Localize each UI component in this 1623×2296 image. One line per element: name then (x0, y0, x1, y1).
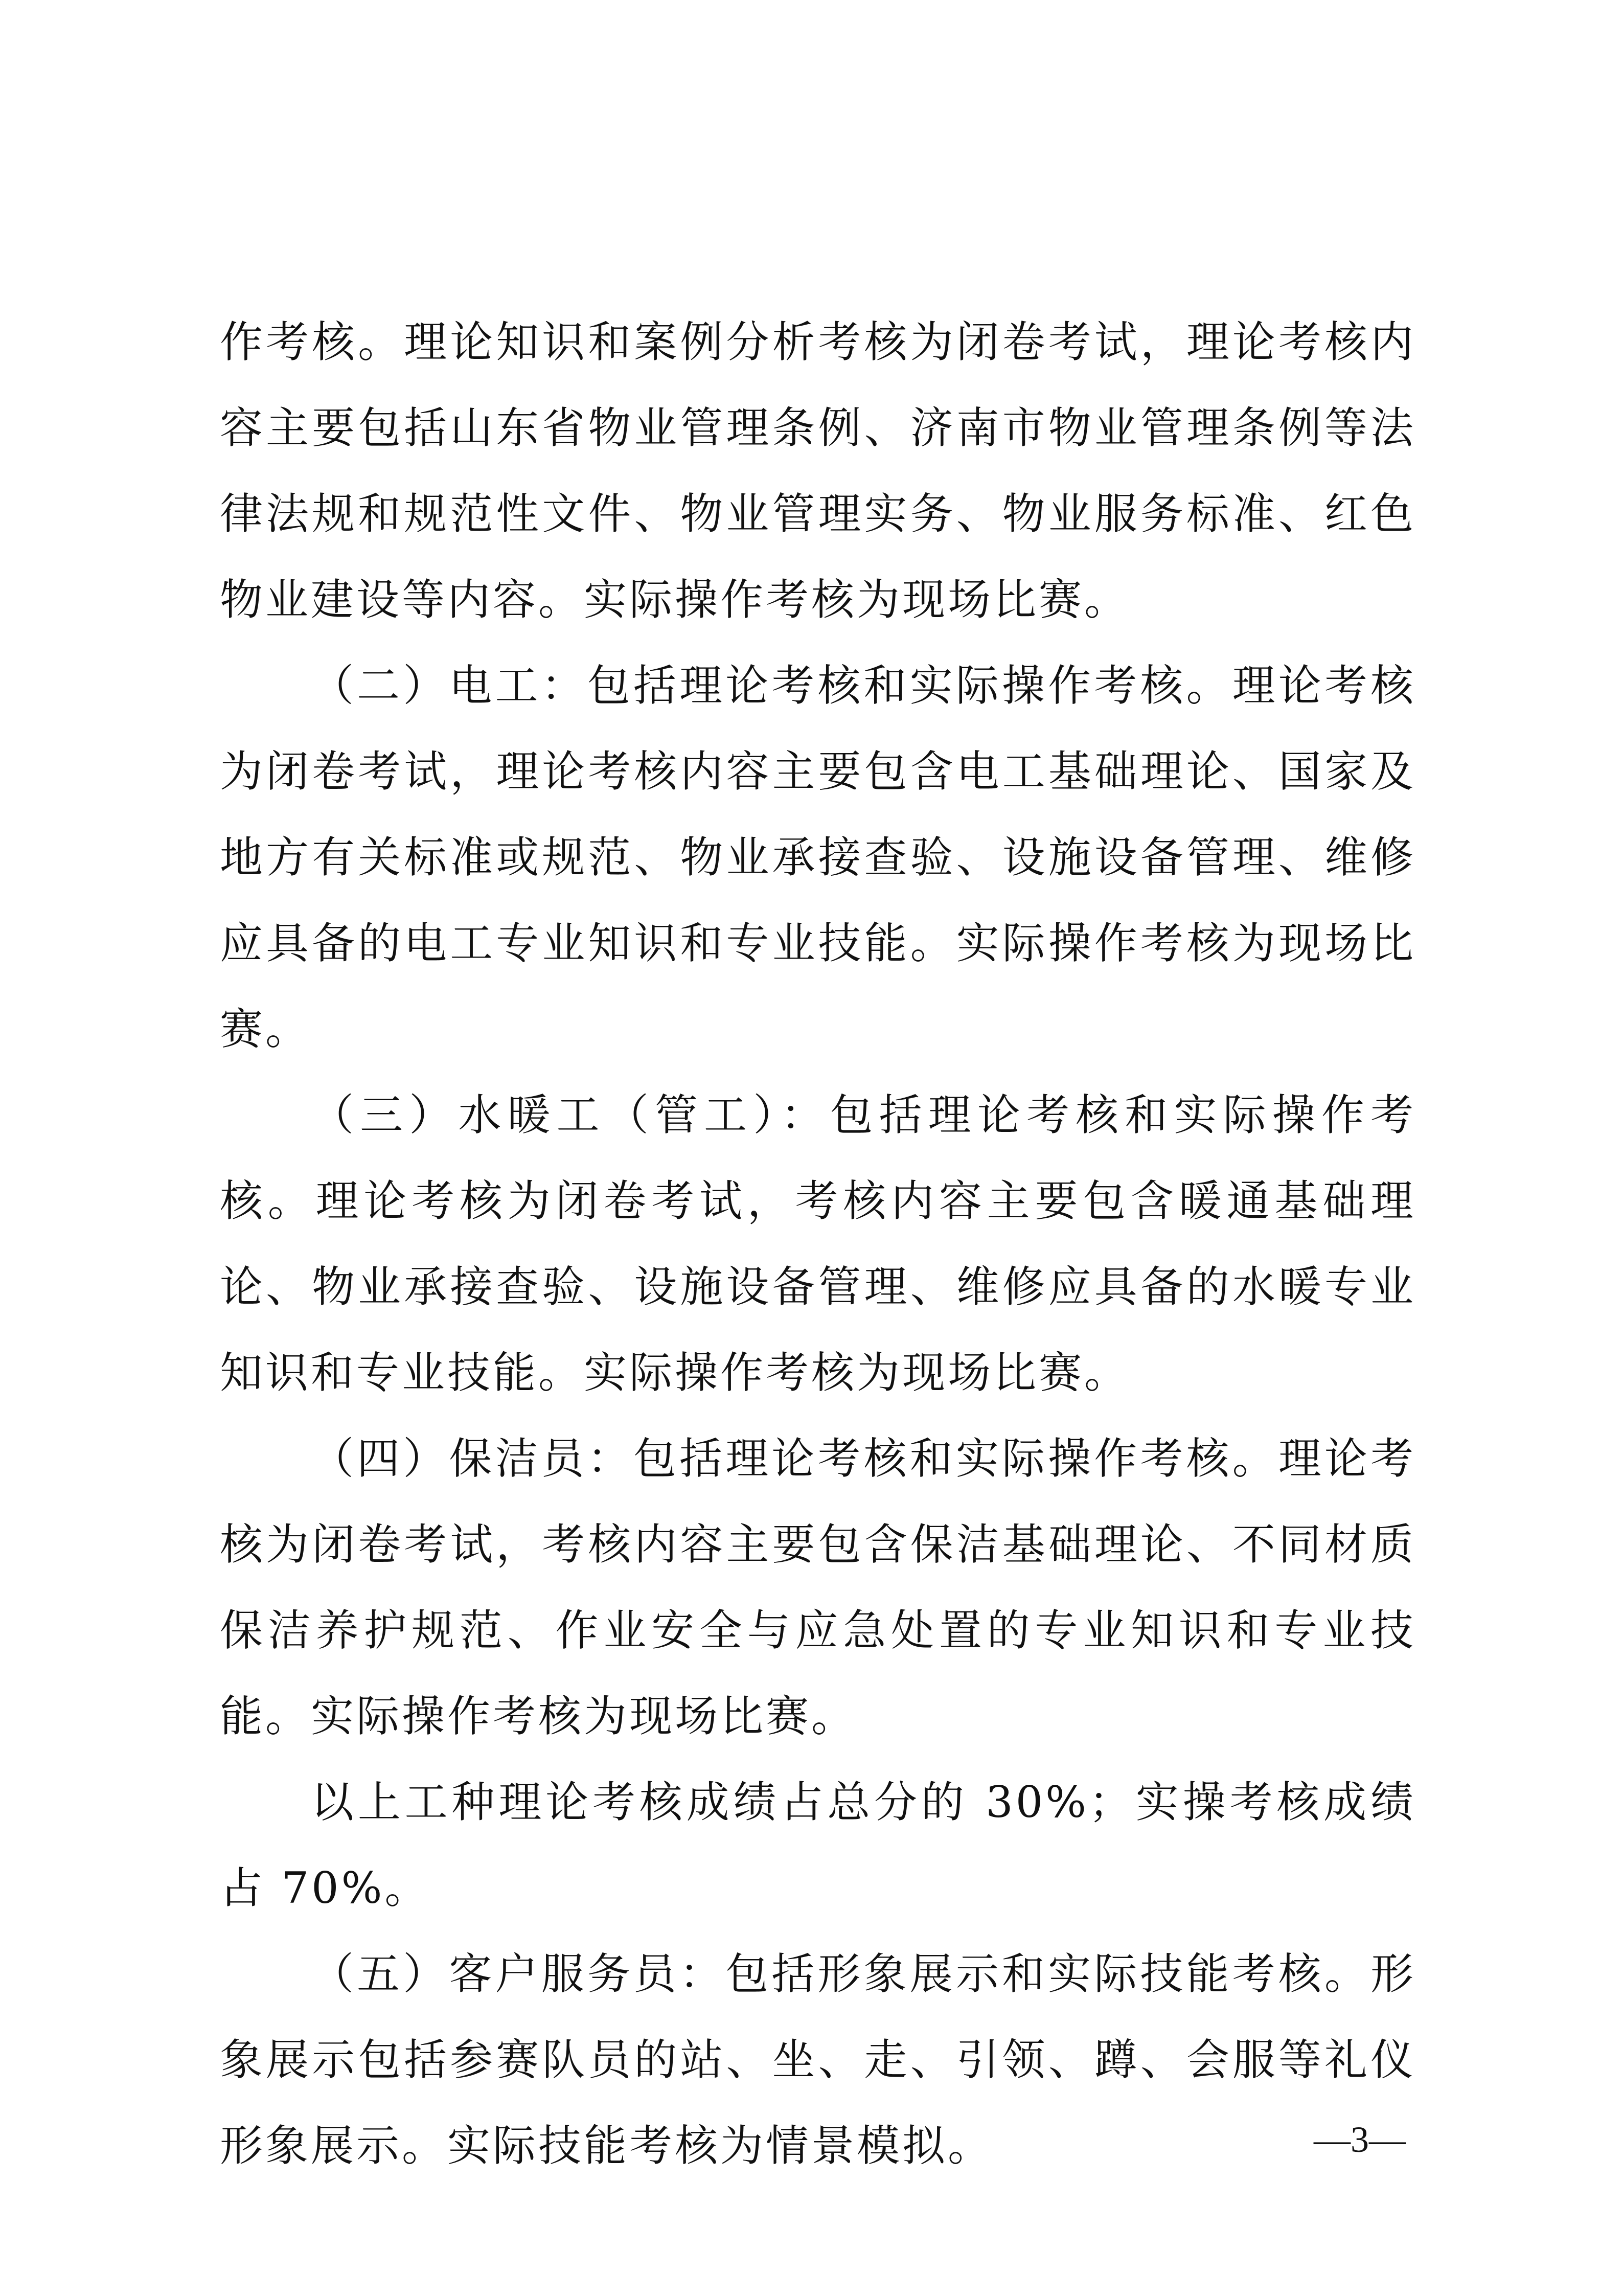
paragraph-customer-service: （五）客户服务员：包括形象展示和实际技能考核。形象展示包括参赛队员的站、坐、走、引领、蹲、会服等礼仪形象展示。实际技能考核为情景模拟。 (220, 1949, 1416, 2171)
paragraph-continuation: 作考核。理论知识和案例分析考核为闭卷考试，理论考核内容主要包括山东省物业管理条例、济南市物业管理条例等法律法规和规范性文件、物业管理实务、物业服务标准、红色物业建设等内容。实际操作考核为现场比赛。 (220, 317, 1416, 625)
paragraph-cleaner: （四）保洁员：包括理论考核和实际操作考核。理论考核为闭卷考试，考核内容主要包含保洁基础理论、不同材质保洁养护规范、作业安全与应急处置的专业知识和专业技能。实际操作考核为现场比赛。 (220, 1434, 1416, 1741)
paragraph-plumber: （三）水暖工（管工）：包括理论考核和实际操作考核。理论考核为闭卷考试，考核内容主要包含暖通基础理论、物业承接查验、设施设备管理、维修应具备的水暖专业知识和专业技能。实际操作考核为现场比赛。 (220, 1090, 1416, 1398)
paragraph-electrician: （二）电工：包括理论考核和实际操作考核。理论考核为闭卷考试，理论考核内容主要包含电工基础理论、国家及地方有关标准或规范、物业承接查验、设施设备管理、维修应具备的电工专业知识和专业技能。实际操作考核为现场比赛。 (220, 661, 1416, 1054)
document-body (220, 299, 1416, 2189)
page-number: —3— (1314, 2119, 1406, 2160)
paragraph-score-ratio: 以上工种理论考核成绩占总分的 30%；实操考核成绩占 70%。 (220, 1777, 1416, 1913)
